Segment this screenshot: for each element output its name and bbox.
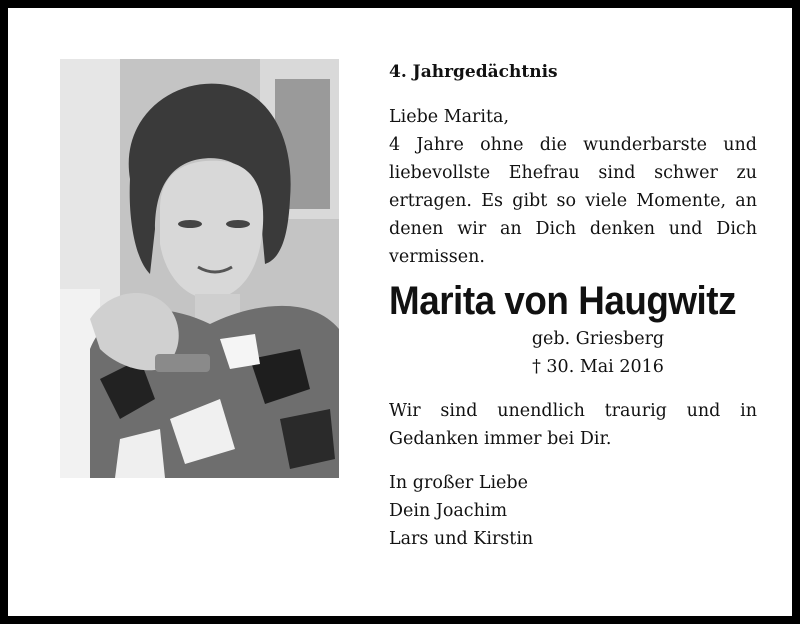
anniversary-heading: 4. Jahrgedächtnis bbox=[389, 62, 558, 82]
closing-signature bbox=[389, 469, 757, 553]
maiden-name: geb. Griesberg bbox=[531, 329, 665, 349]
signer-name: Dein Joachim bbox=[389, 501, 508, 521]
closing-line: In großer Liebe bbox=[389, 473, 528, 493]
grief-message: Wir sind unendlich traurig und in Gedanken immer bei Dir. bbox=[389, 401, 757, 449]
death-date: † 30. Mai 2016 bbox=[532, 357, 664, 377]
signer-names: Lars und Kirstin bbox=[389, 529, 534, 549]
portrait-photo bbox=[60, 59, 339, 478]
notice-text bbox=[389, 58, 757, 553]
greeting: Liebe Marita, bbox=[389, 107, 510, 127]
deceased-name: Marita von Haugwitz bbox=[389, 279, 737, 323]
memorial-message: 4 Jahre ohne die wunderbarste und liebevollste Ehefrau sind schwer zu ertragen. Es gibt so viele Momente, an denen wir an Dich denken und Dich vermissen. bbox=[389, 135, 757, 267]
